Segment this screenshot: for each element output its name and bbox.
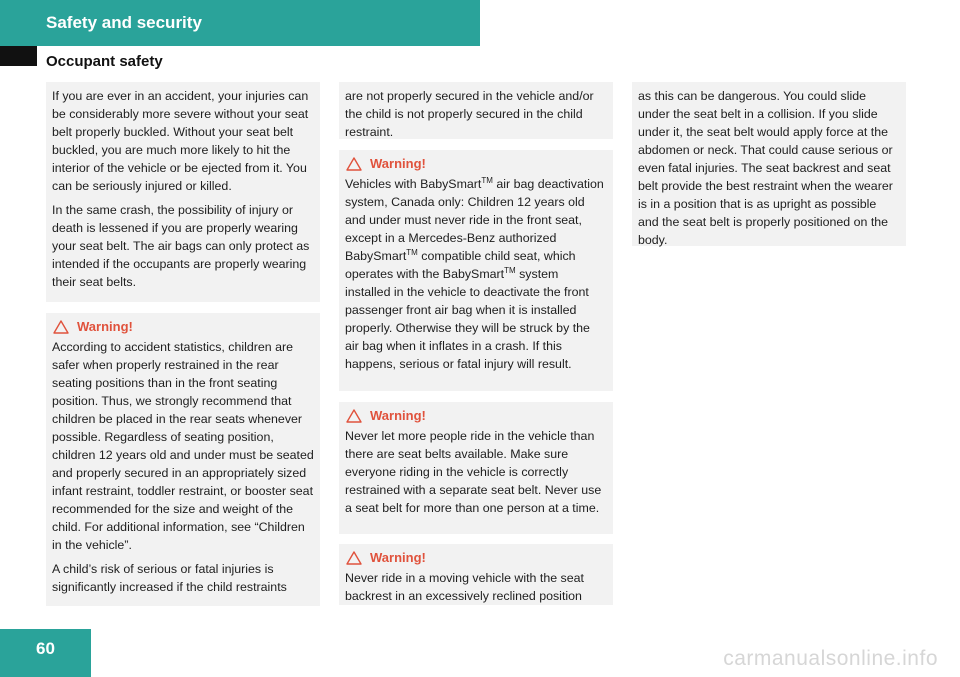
warning-label: Warning! bbox=[370, 550, 426, 565]
intro-paragraph-1: If you are ever in an accident, your injuries can be considerably more severe without your seat belt properly buckled. Without your seat belt buckled, you are much more likely to hit the interior of the vehicle or be ejected from it. You can be seriously injured or killed. bbox=[52, 89, 309, 193]
chapter-title: Safety and security bbox=[46, 13, 202, 32]
reclined-warning-text: Never ride in a moving vehicle with the seat backrest in an excessively reclined position bbox=[345, 571, 584, 603]
warning-paragraph-1: According to accident statistics, children are safer when properly restrained in the rear seating positions than in the front seating position. Thus, we strongly recommend that children be placed in the rear seats whenever possible. Regardless of seating position, children 12 years old and under must be seated and properly secured in an appropriately sized infant restraint, toddler restraint, or booster seat recommended for the size and weight of the child. For additional information, see “Children in the vehicle”. bbox=[52, 340, 314, 552]
warning-heading bbox=[345, 549, 607, 567]
warning-triangle-icon bbox=[346, 551, 362, 565]
continuation-text: are not properly secured in the vehicle and/or the child is not properly secured in the child restraint. bbox=[345, 89, 594, 139]
header-bar bbox=[0, 0, 480, 46]
warning-label: Warning! bbox=[77, 319, 133, 334]
watermark: carmanualsonline.info bbox=[723, 647, 938, 670]
continuation-box bbox=[339, 82, 613, 139]
warning-box-seat-belts bbox=[339, 402, 613, 534]
warning-triangle-icon bbox=[53, 320, 69, 334]
intro-box bbox=[46, 82, 320, 302]
warning-box-babysmart bbox=[339, 150, 613, 391]
section-title: Occupant safety bbox=[46, 53, 163, 70]
warning-heading bbox=[52, 318, 314, 336]
warning-box-reclined bbox=[339, 544, 613, 605]
babysmart-warning-text: Vehicles with BabySmart™ air bag deactivation system, Canada only: Children 12 years old and under must never ride in the front seat, except in a Mercedes-Benz authorized BabySmart™ compatible child seat, which operates with the BabySmart™ system installed in the vehicle to deactivate the front passenger front air bag when it is installed properly. Otherwise they will be struck by the air bag when it inflates in a crash. If this happens, serious or fatal injury will result. bbox=[345, 175, 604, 371]
warning-triangle-icon bbox=[346, 409, 362, 423]
warning-box-children bbox=[46, 313, 320, 606]
seat-belt-warning-text: Never let more people ride in the vehicle than there are seat belts available. Make sure everyone riding in the vehicle is correctly restrained with a separate seat belt. Never use a seat belt for more than one person at a time. bbox=[345, 429, 602, 515]
warning-heading bbox=[345, 155, 607, 173]
section-marker bbox=[0, 46, 37, 66]
warning-triangle-icon bbox=[346, 157, 362, 171]
col3-text: as this can be dangerous. You could slide under the seat belt in a collision. If you slide under it, the seat belt would apply force at the abdomen or neck. That could cause serious or even fatal injuries. The seat backrest and seat belt provide the best restraint when the wearer is in a position that is as upright as possible and the seat belt is properly positioned on the body. bbox=[638, 89, 893, 247]
page-number: 60 bbox=[36, 639, 55, 658]
warning-label: Warning! bbox=[370, 408, 426, 423]
continuation-box-col3 bbox=[632, 82, 906, 246]
warning-paragraph-2: A child’s risk of serious or fatal injuries is significantly increased if the child restraints bbox=[52, 562, 287, 594]
warning-heading bbox=[345, 407, 607, 425]
page-number-tab bbox=[0, 629, 91, 677]
warning-label: Warning! bbox=[370, 156, 426, 171]
intro-paragraph-2: In the same crash, the possibility of injury or death is lessened if you are properly wearing your seat belt. The air bags can only protect as intended if the occupants are properly wearing their seat belts. bbox=[52, 203, 310, 289]
